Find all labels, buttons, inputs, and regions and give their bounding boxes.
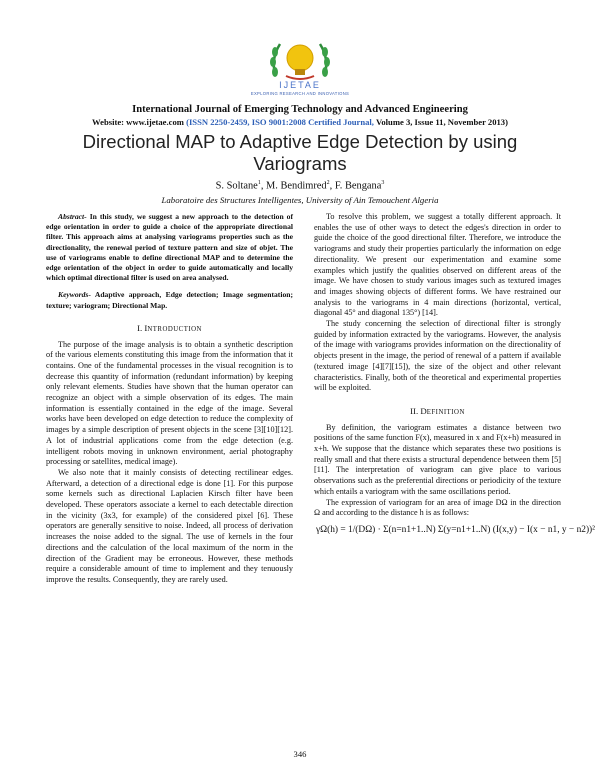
left-column xyxy=(46,212,293,586)
paragraph: The expression of variogram for an area of image DΩ in the direction Ω and according to the distance h is as follows: xyxy=(314,497,561,518)
author-name: S. Soltane xyxy=(215,180,258,192)
variogram-formula: γΩ(h) = 1/(DΩ) · Σ(n=n1+1..N) Σ(y=n1+1..N) (I(x,y) − I(x − n1, y − n2))² xyxy=(316,524,595,535)
paragraph: We also note that it mainly consists of detecting rectilinear edges. Afterward, a detection of a directional edge is done [1]. For this purpose some kernels such as directional Laplacien Kirsch filter have been developed. These operators associate a kernel to each detectable direction in the vicinity (3x3, for example) of the considered pixel [6]. These operators are generally sensitive to noise. Indeed, all process of derivation increases the noise added to the signal. The use of kernels in the four directions and the calculation of the local maximum of the norm in the direction of the Gradient may be erroneous. However, these methods require a considerable amount of time to implement and they tenuously improve the results. Consequently, they are rarely used. xyxy=(46,467,293,584)
volume-text: Volume 3, Issue 11, November 2013) xyxy=(375,117,508,127)
abstract xyxy=(46,212,293,283)
website-label[interactable]: Website: www.ijetae.com xyxy=(92,117,184,127)
abstract-label: Abstract- xyxy=(58,212,87,221)
section-heading-introduction: I. INTRODUCTION xyxy=(137,322,202,333)
author-name: M. Bendimred xyxy=(266,180,327,192)
right-column xyxy=(314,212,595,536)
authors: S. Soltane$^1$, M. Bendimred$^2$, F. Bengana$^3$ xyxy=(215,180,385,192)
section-heading-definition: II. DEFINITION xyxy=(410,405,465,416)
paper-title xyxy=(60,131,540,175)
page-number: 346 xyxy=(293,749,307,759)
affiliation: Laboratoire des Structures Intelligentes, University of Ain Temouchent Algeria xyxy=(161,195,439,205)
logo-text: IJETAE xyxy=(279,80,321,90)
title-line-2: Variograms xyxy=(253,153,347,174)
issn-text: (ISSN 2250-2459, ISO 9001:2008 Certified Journal, xyxy=(186,117,374,127)
keywords-text: Adaptive approach, Edge detection; Image segmentation; texture; variogram; Directional Map. xyxy=(46,290,293,310)
abstract-text: In this study, we suggest a new approach to the detection of edge orientation in order to guide a choice of the appropriate directional filter. This approach aims at analysing variograms properties such as the directionality, the renewal period of texture pattern and size of objet. The use of variograms enable to define directional MAP and to determine the edge orientation of the object in order to guide automatically and locally which optimal directional filter is used on area analysed. xyxy=(46,212,293,283)
keywords-label: Keywords- xyxy=(58,290,91,300)
keywords xyxy=(46,290,293,310)
paragraph: The study concerning the selection of directional filter is strongly guided by information extracted by the variograms. However, the analysis of the image with variograms provides information on the directionality of objects present in the image, the period of renewal of a pattern if available (textured image [4][7][15]), the size of the object and other relevant characteristics. Finally, both of the theoretical and experimental properties will be exploited. xyxy=(314,319,561,393)
paragraph: By definition, the variogram estimates a distance between two positions of the same function F(x), measured in x and F(x+h) measured in x+h. We suppose that the distance which separates these two positions is really small and that there exists a structural dependence between them [5][11]. The interpretation of variogram can give place to various observations such as the preferential directions or periodicity of the texture which entails a variogram with the same oscillations period. xyxy=(314,422,561,496)
author-name: F. Bengana xyxy=(334,180,382,192)
journal-meta xyxy=(0,117,600,127)
journal-name: International Journal of Emerging Technology and Advanced Engineering xyxy=(132,104,468,115)
title-line-1: Directional MAP to Adaptive Edge Detection by using xyxy=(82,131,518,152)
paragraph: To resolve this problem, we suggest a totally different approach. It enables the use of other ways to detect the edges's direction in order to guide the choice of the good directional filter. Therefore, we introduce the variograms and study their properties particularly the information on edge directionality. We present our experimentation and examine some examples which justify the qualities observed on different areas of the image. We have chosen to study various images such as textured images and images showing objects of different forms. We have restrained our analysis to the variograms in 4 main directions (horizontal, vertical, diagonal 45° and diagonal 135°) [14]. xyxy=(314,212,561,318)
paragraph: The purpose of the image analysis is to obtain a synthetic description of the various elements constituting this image from the information that it contains. One of the fundamental processes in the visual recognition is to decrease this quantity of information (redundant information) by keeping only relevant elements. Studies have shown that the human operator can recognize an object with a simple observation of its edges. The main information is essentially contained in the edge of the image. Several works have been developed on edge detection to reduce the complexity of images by a simple description of present objects in the scene [3][10][12]. A lot of industrial applications come from the edge detection (e.g. intelligent robots moving in unknown environment, aerial photography processing or satellites, medical image). xyxy=(46,339,293,467)
logo-subtext: EXPLORING RESEARCH AND INNOVATIONS xyxy=(250,91,350,96)
